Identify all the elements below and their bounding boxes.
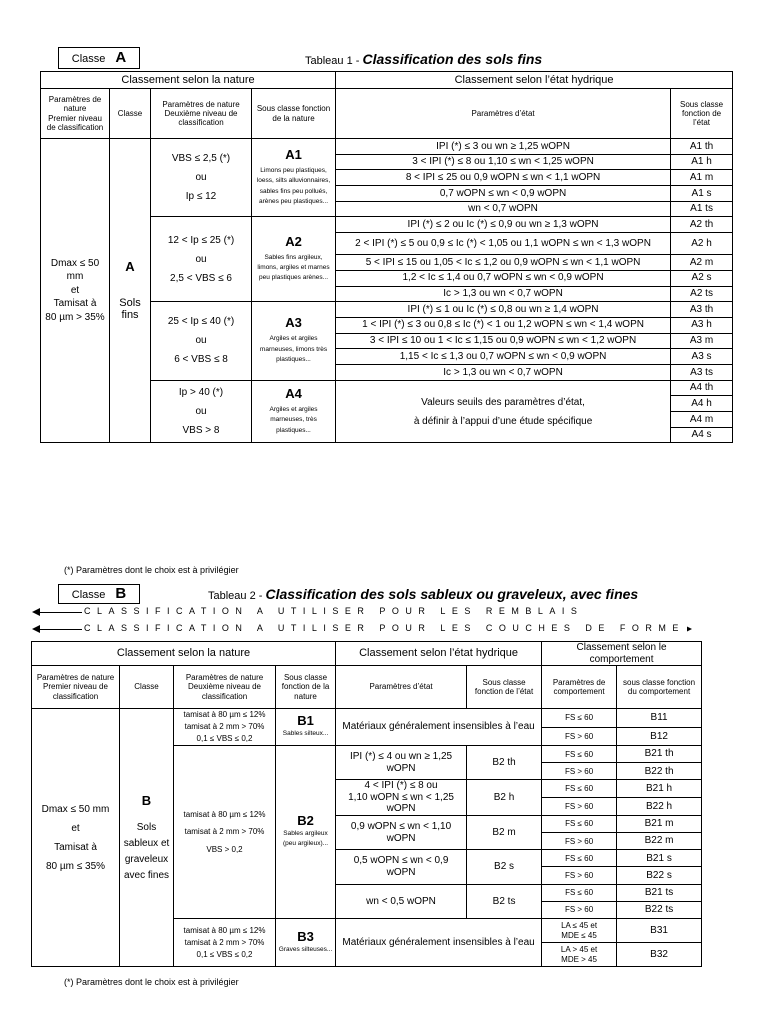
header-nature: Classement selon la nature: [32, 642, 336, 666]
subclass-A3: [252, 302, 336, 380]
subclass-desc: Argiles et argiles marneuses, très plastiques...: [269, 405, 318, 434]
dmax-cell: Dmax ≤ 50 mm et Tamisat à 80 µm > 35%: [41, 139, 110, 443]
comp-param: FS ≤ 60: [542, 884, 617, 901]
etat-b1: Matériaux généralement insensibles à l’eau: [336, 709, 542, 746]
etat-param: 5 < IPI ≤ 15 ou 1,05 < Ic ≤ 1,2 ou 0,9 wOPN ≤ wn < 1,1 wOPN: [336, 255, 671, 271]
comp-subclass: B21 m: [617, 815, 702, 832]
etat-subclass: A4 s: [671, 427, 733, 443]
etat-param: wn < 0,7 wOPN: [336, 201, 671, 217]
subclass-code: B2: [297, 813, 314, 829]
comp-param: FS ≤ 60: [542, 709, 617, 728]
comp-param: FS > 60: [542, 833, 617, 850]
comp-subclass: B21 ts: [617, 884, 702, 901]
etat-subclass: A1 th: [671, 139, 733, 155]
etat-subclass: B2 th: [467, 746, 542, 780]
subclass-desc: Argiles et argiles marneuses, limons très plastiques...: [259, 335, 328, 364]
col-sousnat: Sous classe fonction de la nature: [276, 666, 336, 709]
param-nature-A3: 25 < Ip ≤ 40 (*) ou 6 < VBS ≤ 8: [151, 302, 252, 380]
etat-subclass: A4 th: [671, 380, 733, 396]
col-param2: Paramètres de nature Deuxième niveau de classification: [151, 89, 252, 139]
subclass-code: A1: [285, 146, 302, 162]
subclass-b1: [276, 709, 336, 746]
subclass-code: A2: [285, 233, 302, 249]
comp-subclass: B11: [617, 709, 702, 728]
col-classe: Classe: [120, 666, 174, 709]
etat-subclass: A2 th: [671, 217, 733, 233]
header-nature: Classement selon la nature: [41, 72, 336, 89]
etat-subclass: A2 m: [671, 255, 733, 271]
etat-param: 8 < IPI ≤ 25 ou 0,9 wOPN ≤ wn < 1,1 wOPN: [336, 170, 671, 186]
etat-subclass: B2 s: [467, 850, 542, 884]
class-letter: A: [115, 49, 127, 66]
arrow-remblais: CLASSIFICATION A UTILISER POUR LES REMBLAIS: [32, 607, 502, 618]
etat-subclass: A1 h: [671, 154, 733, 170]
etat-subclass: A3 m: [671, 333, 733, 349]
comp-param: FS > 60: [542, 798, 617, 816]
etat-param: IPI (*) ≤ 1 ou Ic (*) ≤ 0,8 ou wn ≥ 1,4 wOPN: [336, 302, 671, 318]
param-nature-b2: tamisat à 80 µm ≤ 12% tamisat à 2 mm > 70% VBS > 0,2: [174, 746, 276, 919]
etat-subclass: A3 th: [671, 302, 733, 318]
subclass-A4: [252, 380, 336, 443]
header-etat: Classement selon l’état hydrique: [336, 72, 733, 89]
param-nature-b3: tamisat à 80 µm ≤ 12% tamisat à 2 mm > 70% 0,1 ≤ VBS ≤ 0,2: [174, 919, 276, 967]
subclass-desc: Limons peu plastiques, loess, silts alluvionnaires, sables fins peu pollués, arènes peu plastiques...: [256, 166, 331, 206]
etat-subclass: A3 s: [671, 349, 733, 365]
etat-subclass: A1 s: [671, 186, 733, 202]
etat-param: 0,7 wOPN ≤ wn < 0,9 wOPN: [336, 186, 671, 202]
comp-param: FS ≤ 60: [542, 780, 617, 798]
comp-subclass: B22 m: [617, 833, 702, 850]
dmax-cell: Dmax ≤ 50 mm et Tamisat à 80 µm ≤ 35%: [32, 709, 120, 967]
col-sousetat: Sous classe fonction de l’état: [671, 89, 733, 139]
etat-param: 1 < IPI (*) ≤ 3 ou 0,8 ≤ Ic (*) < 1 ou 1,2 wOPN ≤ wn < 1,4 wOPN: [336, 317, 671, 333]
subclass-A1: [252, 139, 336, 217]
subclass-b3: [276, 919, 336, 967]
etat-param: 1,2 < Ic ≤ 1,4 ou 0,7 wOPN ≤ wn < 0,9 wOPN: [336, 270, 671, 286]
etat-subclass: A2 ts: [671, 286, 733, 302]
col-souscomp: sous classe fonction du comportement: [617, 666, 702, 709]
etat-subclass: B2 h: [467, 780, 542, 816]
class-label: Classe: [71, 589, 106, 601]
param-nature-A1: VBS ≤ 2,5 (*) ou Ip ≤ 12: [151, 139, 252, 217]
etat-subclass: A3 ts: [671, 364, 733, 380]
comp-subclass: B31: [617, 919, 702, 943]
comp-param: FS > 60: [542, 867, 617, 884]
class-a-cell: [110, 139, 151, 443]
subclass-A2: [252, 217, 336, 302]
table-1-body: [41, 139, 733, 443]
table2-title: Tableau 2 - Classification des sols sableux ou graveleux, avec fines: [208, 586, 639, 602]
etat-subclass: A3 h: [671, 317, 733, 333]
col-paretat: Paramètres d’état: [336, 666, 467, 709]
class-b-box: [58, 584, 140, 604]
etat-param: 3 < IPI (*) ≤ 8 ou 1,10 ≤ wn < 1,25 wOPN: [336, 154, 671, 170]
comp-subclass: B32: [617, 943, 702, 967]
table1-title: Tableau 1 - Classification des sols fins: [305, 51, 543, 67]
comp-param: FS > 60: [542, 763, 617, 780]
footnote-1: (*) Paramètres dont le choix est à privilégier: [64, 565, 239, 575]
param-nature-b1: tamisat à 80 µm ≤ 12% tamisat à 2 mm > 70% 0,1 ≤ VBS ≤ 0,2: [174, 709, 276, 746]
etat-subclass: A1 m: [671, 170, 733, 186]
etat-param: 1,15 < Ic ≤ 1,3 ou 0,7 wOPN ≤ wn < 0,9 wOPN: [336, 349, 671, 365]
comp-subclass: B12: [617, 727, 702, 746]
etat-subclass: A1 ts: [671, 201, 733, 217]
etat-subclass: A2 s: [671, 270, 733, 286]
subclass-code: A4: [285, 385, 302, 401]
comp-param: LA ≤ 45 et MDE ≤ 45: [542, 919, 617, 943]
subclass-b2: [276, 746, 336, 919]
subclass-code: B1: [297, 713, 314, 729]
class-b-cell: [120, 709, 174, 967]
col-param1: Paramètres de nature Premier niveau de classification: [32, 666, 120, 709]
subclass-desc: Sables argileux (peu argileux)...: [282, 830, 329, 848]
comp-subclass: B21 h: [617, 780, 702, 798]
comp-subclass: B22 h: [617, 798, 702, 816]
comp-param: FS ≤ 60: [542, 850, 617, 867]
etat-param: wn < 0,5 wOPN: [336, 884, 467, 918]
class-desc: Sols fins: [119, 296, 141, 322]
table-2: [31, 641, 702, 967]
subclass-code: B3: [297, 928, 314, 944]
param-nature-A2: 12 < Ip ≤ 25 (*) ou 2,5 < VBS ≤ 6: [151, 217, 252, 302]
etat-subclass: A4 m: [671, 412, 733, 428]
table-row: [41, 139, 733, 155]
etat-param: 0,9 wOPN ≤ wn < 1,10 wOPN: [336, 815, 467, 849]
header-etat: Classement selon l’état hydrique: [336, 642, 542, 666]
class-desc: Sols sableux et graveleux avec fines: [123, 821, 170, 881]
col-classe: Classe: [110, 89, 151, 139]
subclass-desc: Sables fins argileux, limons, argiles et marnes peu plastiques arènes...: [257, 253, 330, 282]
comp-param: FS ≤ 60: [542, 815, 617, 832]
comp-subclass: B22 s: [617, 867, 702, 884]
comp-param: LA > 45 et MDE > 45: [542, 943, 617, 967]
comp-param: FS ≤ 60: [542, 746, 617, 763]
header-comportement: Classement selon le comportement: [542, 642, 702, 666]
subclass-code: A3: [285, 315, 302, 331]
comp-subclass: B21 th: [617, 746, 702, 763]
etat-param: IPI (*) ≤ 3 ou wn ≥ 1,25 wOPN: [336, 139, 671, 155]
class-letter: B: [115, 585, 127, 602]
etat-param: Ic > 1,3 ou wn < 0,7 wOPN: [336, 364, 671, 380]
param-nature-A4: Ip > 40 (*) ou VBS > 8: [151, 380, 252, 443]
class-letter: B: [141, 793, 152, 809]
etat-subclass: A2 h: [671, 233, 733, 255]
col-parcomp: Paramètres de comportement: [542, 666, 617, 709]
class-letter: A: [125, 258, 135, 274]
class-a-box: [58, 47, 140, 69]
comp-subclass: B22 th: [617, 763, 702, 780]
etat-param: Ic > 1,3 ou wn < 0,7 wOPN: [336, 286, 671, 302]
etat-param: 4 < IPI (*) ≤ 8 ou 1,10 wOPN ≤ wn < 1,25 wOPN: [336, 780, 467, 816]
col-param1: Paramètres de nature Premier niveau de classification: [41, 89, 110, 139]
subclass-desc: Graves silteuses...: [278, 945, 333, 953]
class-label: Classe: [71, 53, 106, 65]
etat-param: IPI (*) ≤ 2 ou Ic (*) ≤ 0,9 ou wn ≥ 1,3 wOPN: [336, 217, 671, 233]
etat-b3: Matériaux généralement insensibles à l’eau: [336, 919, 542, 967]
table-2-body: [32, 709, 702, 967]
etat-param-a4: Valeurs seuils des paramètres d’état, à définir à l’appui d’une étude spécifique: [336, 380, 671, 443]
etat-subclass: A4 h: [671, 396, 733, 412]
comp-param: FS > 60: [542, 901, 617, 918]
comp-subclass: B22 ts: [617, 901, 702, 918]
footnote-2: (*) Paramètres dont le choix est à privilégier: [64, 977, 239, 987]
comp-param: FS > 60: [542, 727, 617, 746]
table-1: [40, 71, 733, 443]
table-row: [32, 709, 702, 728]
col-param2: Paramètres de nature Deuxième niveau de classification: [174, 666, 276, 709]
comp-subclass: B21 s: [617, 850, 702, 867]
subclass-desc: Sables silteux...: [282, 730, 329, 738]
etat-param: 3 < IPI ≤ 10 ou 1 < Ic ≤ 1,15 ou 0,9 wOPN ≤ wn < 1,2 wOPN: [336, 333, 671, 349]
etat-subclass: B2 ts: [467, 884, 542, 918]
arrow-couches-forme: CLASSIFICATION A UTILISER POUR LES COUCHES DE FORME: [32, 624, 692, 635]
col-sousetat: Sous classe fonction de l’état: [467, 666, 542, 709]
etat-subclass: B2 m: [467, 815, 542, 849]
etat-param: 2 < IPI (*) ≤ 5 ou 0,9 ≤ Ic (*) < 1,05 ou 1,1 wOPN ≤ wn < 1,3 wOPN: [336, 233, 671, 255]
col-sousclasse: Sous classe fonction de la nature: [252, 89, 336, 139]
col-paretat: Paramètres d’état: [336, 89, 671, 139]
etat-param: 0,5 wOPN ≤ wn < 0,9 wOPN: [336, 850, 467, 884]
etat-param: IPI (*) ≤ 4 ou wn ≥ 1,25 wOPN: [336, 746, 467, 780]
